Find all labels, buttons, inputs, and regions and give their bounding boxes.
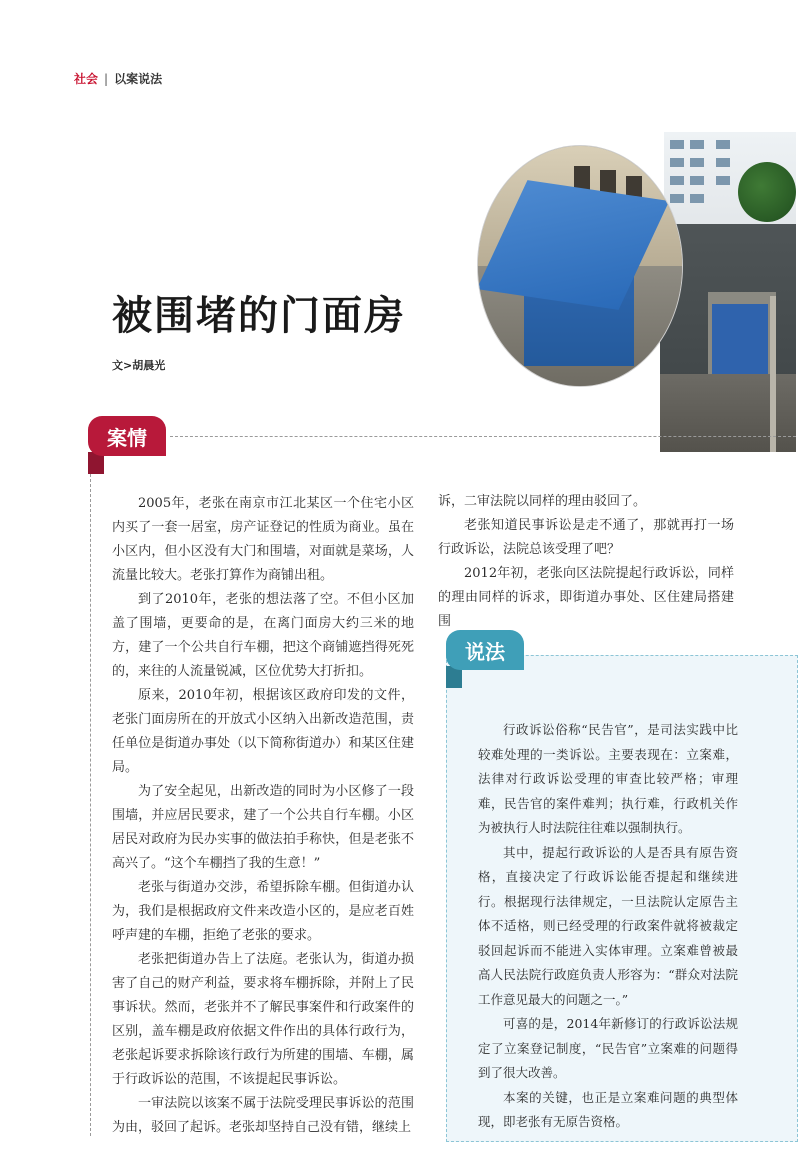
case-paragraph: 老张知道民事诉讼是走不通了，那就再打一场行政诉讼，法院总该受理了吧？ (438, 518, 734, 557)
law-commentary (478, 718, 738, 1135)
case-paragraph: 2005年，老张在南京市江北某区一个住宅小区内买了一套一居室，房产证登记的性质为商业。虽在小区内，但小区没有大门和围墙，对面就是菜场，人流量比较大。老张打算作为商铺出租。 (112, 496, 414, 583)
bike-shed-photo (478, 146, 682, 386)
article-title: 被围堵的门面房 (112, 293, 406, 339)
case-paragraph: 2012年初，老张向区法院提起行政诉讼，同样的理由同样的诉求，即街道办事处、区住建局搭建围 (438, 566, 734, 629)
law-paragraph: 行政诉讼俗称“民告官”，是司法实践中比较难处理的一类诉讼。主要表现在：立案难，法律对行政诉讼受理的审查比较严格；审理难，民告官的案件难判；执行难，行政机关作为被执行人时法院往往难以强制执行。 (478, 722, 738, 835)
case-paragraph: 到了2010年，老张的想法落了空。不但小区加盖了围墙，更要命的是，在离门面房大约三米的地方，建了一个公共自行车棚，把这个商铺遮挡得死死的，来往的人流量锐减，区位优势大打折扣。 (112, 592, 414, 679)
case-paragraph: 为了安全起见，出新改造的同时为小区修了一段围墙，并应居民要求，建了一个公共自行车棚。小区居民对政府为民办实事的做法拍手称快，但是老张不高兴了。“这个车棚挡了我的生意！” (112, 784, 414, 871)
case-paragraph: 老张把街道办告上了法庭。老张认为，街道办损害了自己的财产利益，要求将车棚拆除，并附上了民事诉状。然而，老张并不了解民事案件和行政案件的区别，盖车棚是政府依据文件作出的具体行政行为，老张起诉要求拆除该行政行为所建的围墙、车棚，属于行政诉讼的范围，不该提起民事诉讼。 (112, 952, 414, 1087)
article-byline: 文>胡晨光 (112, 359, 166, 372)
law-paragraph: 其中，提起行政诉讼的人是否具有原告资格，直接决定了行政诉讼能否提起和继续进行。根据现行法律规定，一旦法院认定原告主体不适格，则已经受理的行政案件就将被裁定驳回起诉而不能进入实体审理。立案难曾被最高人民法院行政庭负责人形容为：“群众对法院工作意见最大的问题之一。” (478, 844, 738, 1007)
law-tag: 说法 (446, 630, 524, 670)
case-paragraph-continued: 诉，二审法院以同样的理由驳回了。 (438, 494, 647, 509)
tree-image (738, 162, 796, 222)
section-label: 社会 (74, 72, 99, 86)
case-column-right (438, 490, 734, 634)
column-label: 以案说法 (114, 72, 163, 86)
case-left-border (90, 474, 91, 1136)
header-separator: | (104, 71, 109, 86)
case-divider (170, 436, 796, 437)
page-header (74, 70, 162, 87)
law-paragraph: 可喜的是，2014年新修订的行政诉讼法规定了立案登记制度，“民告官”立案难的问题得到了很大改善。 (478, 1016, 738, 1080)
building-photo (664, 132, 796, 228)
case-paragraph: 一审法院以该案不属于法院受理民事诉讼的范围为由，驳回了起诉。老张却坚持自己没有错，继续上 (112, 1096, 414, 1135)
case-paragraph: 老张与街道办交涉，希望拆除车棚。但街道办认为，我们是根据政府文件来改造小区的，是应老百姓呼声建的车棚，拒绝了老张的要求。 (112, 880, 414, 943)
law-paragraph: 本案的关键，也正是立案难问题的典型体现，即老张有无原告资格。 (478, 1089, 738, 1129)
case-tag: 案情 (88, 416, 166, 456)
case-paragraph: 原来，2010年初，根据该区政府印发的文件，老张门面房所在的开放式小区纳入出新改造范围，责任单位是街道办事处（以下简称街道办）和某区住建局。 (112, 688, 414, 775)
case-column-left (112, 492, 414, 1140)
